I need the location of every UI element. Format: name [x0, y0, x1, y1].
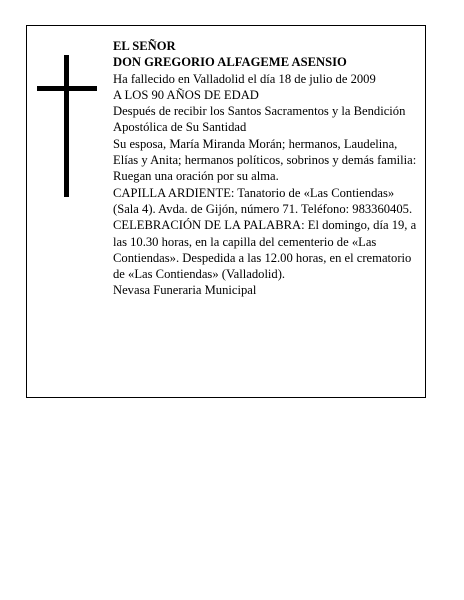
age-line: A LOS 90 AÑOS DE EDAD [113, 87, 259, 102]
title-line: EL SEÑOR [113, 39, 176, 53]
obituary-text [113, 38, 423, 299]
family-text: Su esposa, María Miranda Morán; hermanos, Laudelina, Elías y Anita; hermanos políticos, sobrinos y demás familia: [113, 136, 417, 168]
deceased-name: DON GREGORIO ALFAGEME ASENSIO [113, 55, 347, 70]
celebration-info: CELEBRACIÓN DE LA PALABRA: El domingo, día 19, a las 10.30 horas, en la capilla del cementerio de «Las Contiendas». Despedida a las 12.00 horas, en el crematorio de «Las Contiendas» (Valladolid). [113, 218, 417, 282]
funeral-home: Nevasa Funeraria Municipal [113, 283, 257, 298]
cross-icon [37, 55, 97, 197]
cross-vertical-bar [64, 55, 69, 197]
sacraments-text: Después de recibir los Santos Sacramentos y la Bendición Apostólica de Su Santidad [113, 104, 406, 135]
cross-horizontal-bar [37, 86, 97, 91]
prayer-text: Ruegan una oración por su alma. [113, 169, 279, 184]
chapel-info: CAPILLA ARDIENTE: Tanatorio de «Las Contiendas» (Sala 4). Avda. de Gijón, número 71. Teléfono: 983360405. [113, 185, 413, 216]
death-statement: Ha fallecido en Valladolid el día 18 de julio de 2009 [113, 71, 376, 86]
